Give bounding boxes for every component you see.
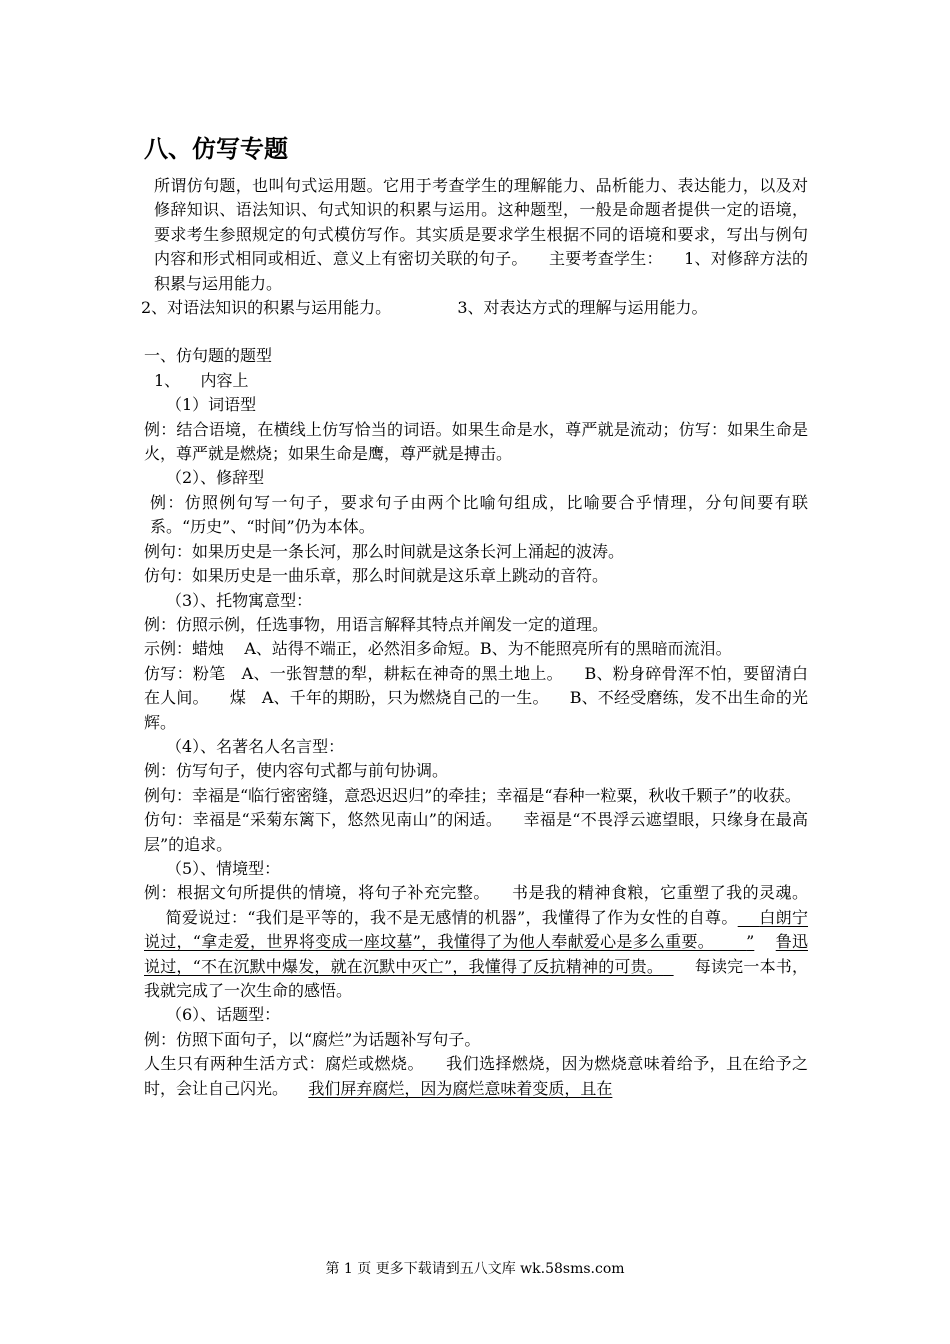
- type-4-example: 例：仿写句子，使内容句式都与前句协调。: [144, 761, 449, 781]
- type-1-example: 例：结合语境，在横线上仿写恰当的词语。如果生命是水，尊严就是流动；仿写：如果生命是火，尊严就是燃烧；如果生命是鹰，尊严就是搏击。: [144, 419, 808, 464]
- subsection-heading: [144, 369, 808, 393]
- type-2-imitation: 仿句：如果历史是一曲乐章，那么时间就是这乐章上跳动的音符。: [144, 566, 609, 586]
- paragraph-gap: [144, 320, 808, 344]
- type-2-sample: 例句：如果历史是一条长河，那么时间就是这条长河上涌起的波涛。: [144, 541, 625, 561]
- type-6-body: [144, 1052, 808, 1101]
- sample-a: A、站得不端正，必然泪多命短。: [244, 639, 480, 659]
- type-5-body: [144, 881, 808, 1003]
- section-heading: 一、仿句题的题型: [144, 346, 273, 366]
- type-4-sample: 例句：幸福是“临行密密缝，意恐迟迟归”的牵挂；幸福是“春种一粒粟，秋收千颗子”的收获。: [144, 785, 801, 805]
- imitation2-b: B、不经受磨练，发不出生命的光辉。: [144, 688, 809, 732]
- intro-text: 所谓仿句题，也叫句式运用题。它用于考查学生的理解能力、品析能力、表达能力，以及对修辞知识、语法知识、句式知识的积累与运用。这种题型，一般是命题者提供一定的语境，要求考生参照规定的句式模仿写作。其实质是要求学生根据不同的语境和要求，写出与例句内容和形式相同或相近、意义上有密切关联的句子。: [154, 176, 808, 269]
- type-6-sentence-1: 人生只有两种生活方式：腐烂或燃烧。: [144, 1054, 424, 1074]
- type-6-example: 例：仿照下面句子，以“腐烂”为话题补写句子。: [144, 1029, 481, 1049]
- subsection-number: 1、: [154, 370, 181, 390]
- type-3-heading: （3）、托物寓意型：: [166, 590, 313, 610]
- type-3-sample: [144, 637, 808, 661]
- answer-1: 白朗宁说过，“拿走爱，世界将变成一座坟墓”，我懂得了为他人奉献爱心是多么重要。: [144, 907, 809, 952]
- imitation-a: 仿句：幸福是“采菊东篱下，悠然见南山”的闲适。: [144, 810, 503, 830]
- answer-underline-3: 我们屏弃腐烂，因为腐烂意味着变质，且在: [308, 1078, 613, 1098]
- ability-2: 2、对语法知识的积累与运用能力。: [141, 298, 392, 318]
- ability-3: 3、对表达方式的理解与运用能力。: [457, 298, 708, 318]
- answer-2: 鲁迅说过，“不在沉默中爆发，就在沉默中灭亡”，我懂得了反抗精神的可贵。: [144, 932, 808, 976]
- abilities-lead: 主要考查学生：: [549, 249, 663, 269]
- type-4-imitation: [144, 808, 808, 857]
- abilities-line: [141, 296, 808, 320]
- type-2-heading: （2）、修辞型: [166, 468, 265, 488]
- imitation-b: 幸福是“不畏浮云遮望眼，只缘身在最高层”的追求。: [144, 810, 808, 854]
- imitation-a: A、一张智慧的犁，耕耘在神奇的黑土地上。: [241, 663, 563, 683]
- type-5-example: 例：根据文句所提供的情境，将句子补充完整。: [144, 883, 490, 903]
- imitation-lead: 仿写：粉笔: [144, 663, 226, 683]
- type-6-sentence-2: 我们选择燃烧，因为燃烧意味着给予，且在给予之时，会让自己闪光。: [144, 1054, 808, 1098]
- page-title: 八、仿写专题: [144, 135, 288, 163]
- type-6-heading: （6）、话题型：: [166, 1005, 281, 1025]
- imitation2-lead: 煤: [229, 688, 246, 708]
- sample-b: B、为不能照亮所有的黑暗而流泪。: [479, 639, 732, 659]
- ability-1: 1、对修辞方法的积累与运用能力。: [154, 249, 808, 293]
- type-5-heading: （5）、情境型：: [166, 858, 281, 878]
- page-footer: 第 1 页 更多下载请到五八文库 wk.58sms.com: [325, 1261, 625, 1277]
- page-content: [141, 132, 809, 1101]
- type-2-example: 例：仿照例句写一句子，要求句子由两个比喻句组成，比喻要合乎情理，分句间要有联系。“历史”、“时间”仍为本体。: [150, 492, 808, 537]
- imitation2-a: A、千年的期盼，只为燃烧自己的一生。: [261, 688, 549, 708]
- subsection-label: 内容上: [200, 370, 249, 390]
- type-3-example: 例：仿照示例，任选事物，用语言解释其特点并阐发一定的道理。: [144, 614, 609, 634]
- type-5-sentence-2: 简爱说过：“我们是平等的，我不是无感情的机器”，我懂得了作为女性的自尊。: [165, 907, 738, 927]
- type-4-heading: （4）、名著名人名言型：: [166, 736, 345, 756]
- type-3-imitation: [144, 662, 808, 735]
- answer-1-close: ”: [746, 932, 755, 952]
- sample-lead: 示例：蜡烛: [144, 639, 225, 659]
- imitation-b: B、粉身碎骨浑不怕，要留清白在人间。: [144, 663, 808, 708]
- type-1-heading: （1）词语型: [166, 395, 257, 415]
- type-5-sentence-1: 书是我的精神食粮，它重塑了我的灵魂。: [512, 883, 808, 903]
- intro-paragraph: [144, 174, 808, 296]
- type-5-sentence-3: 每读完一本书，我就完成了一次生命的感悟。: [144, 956, 808, 1000]
